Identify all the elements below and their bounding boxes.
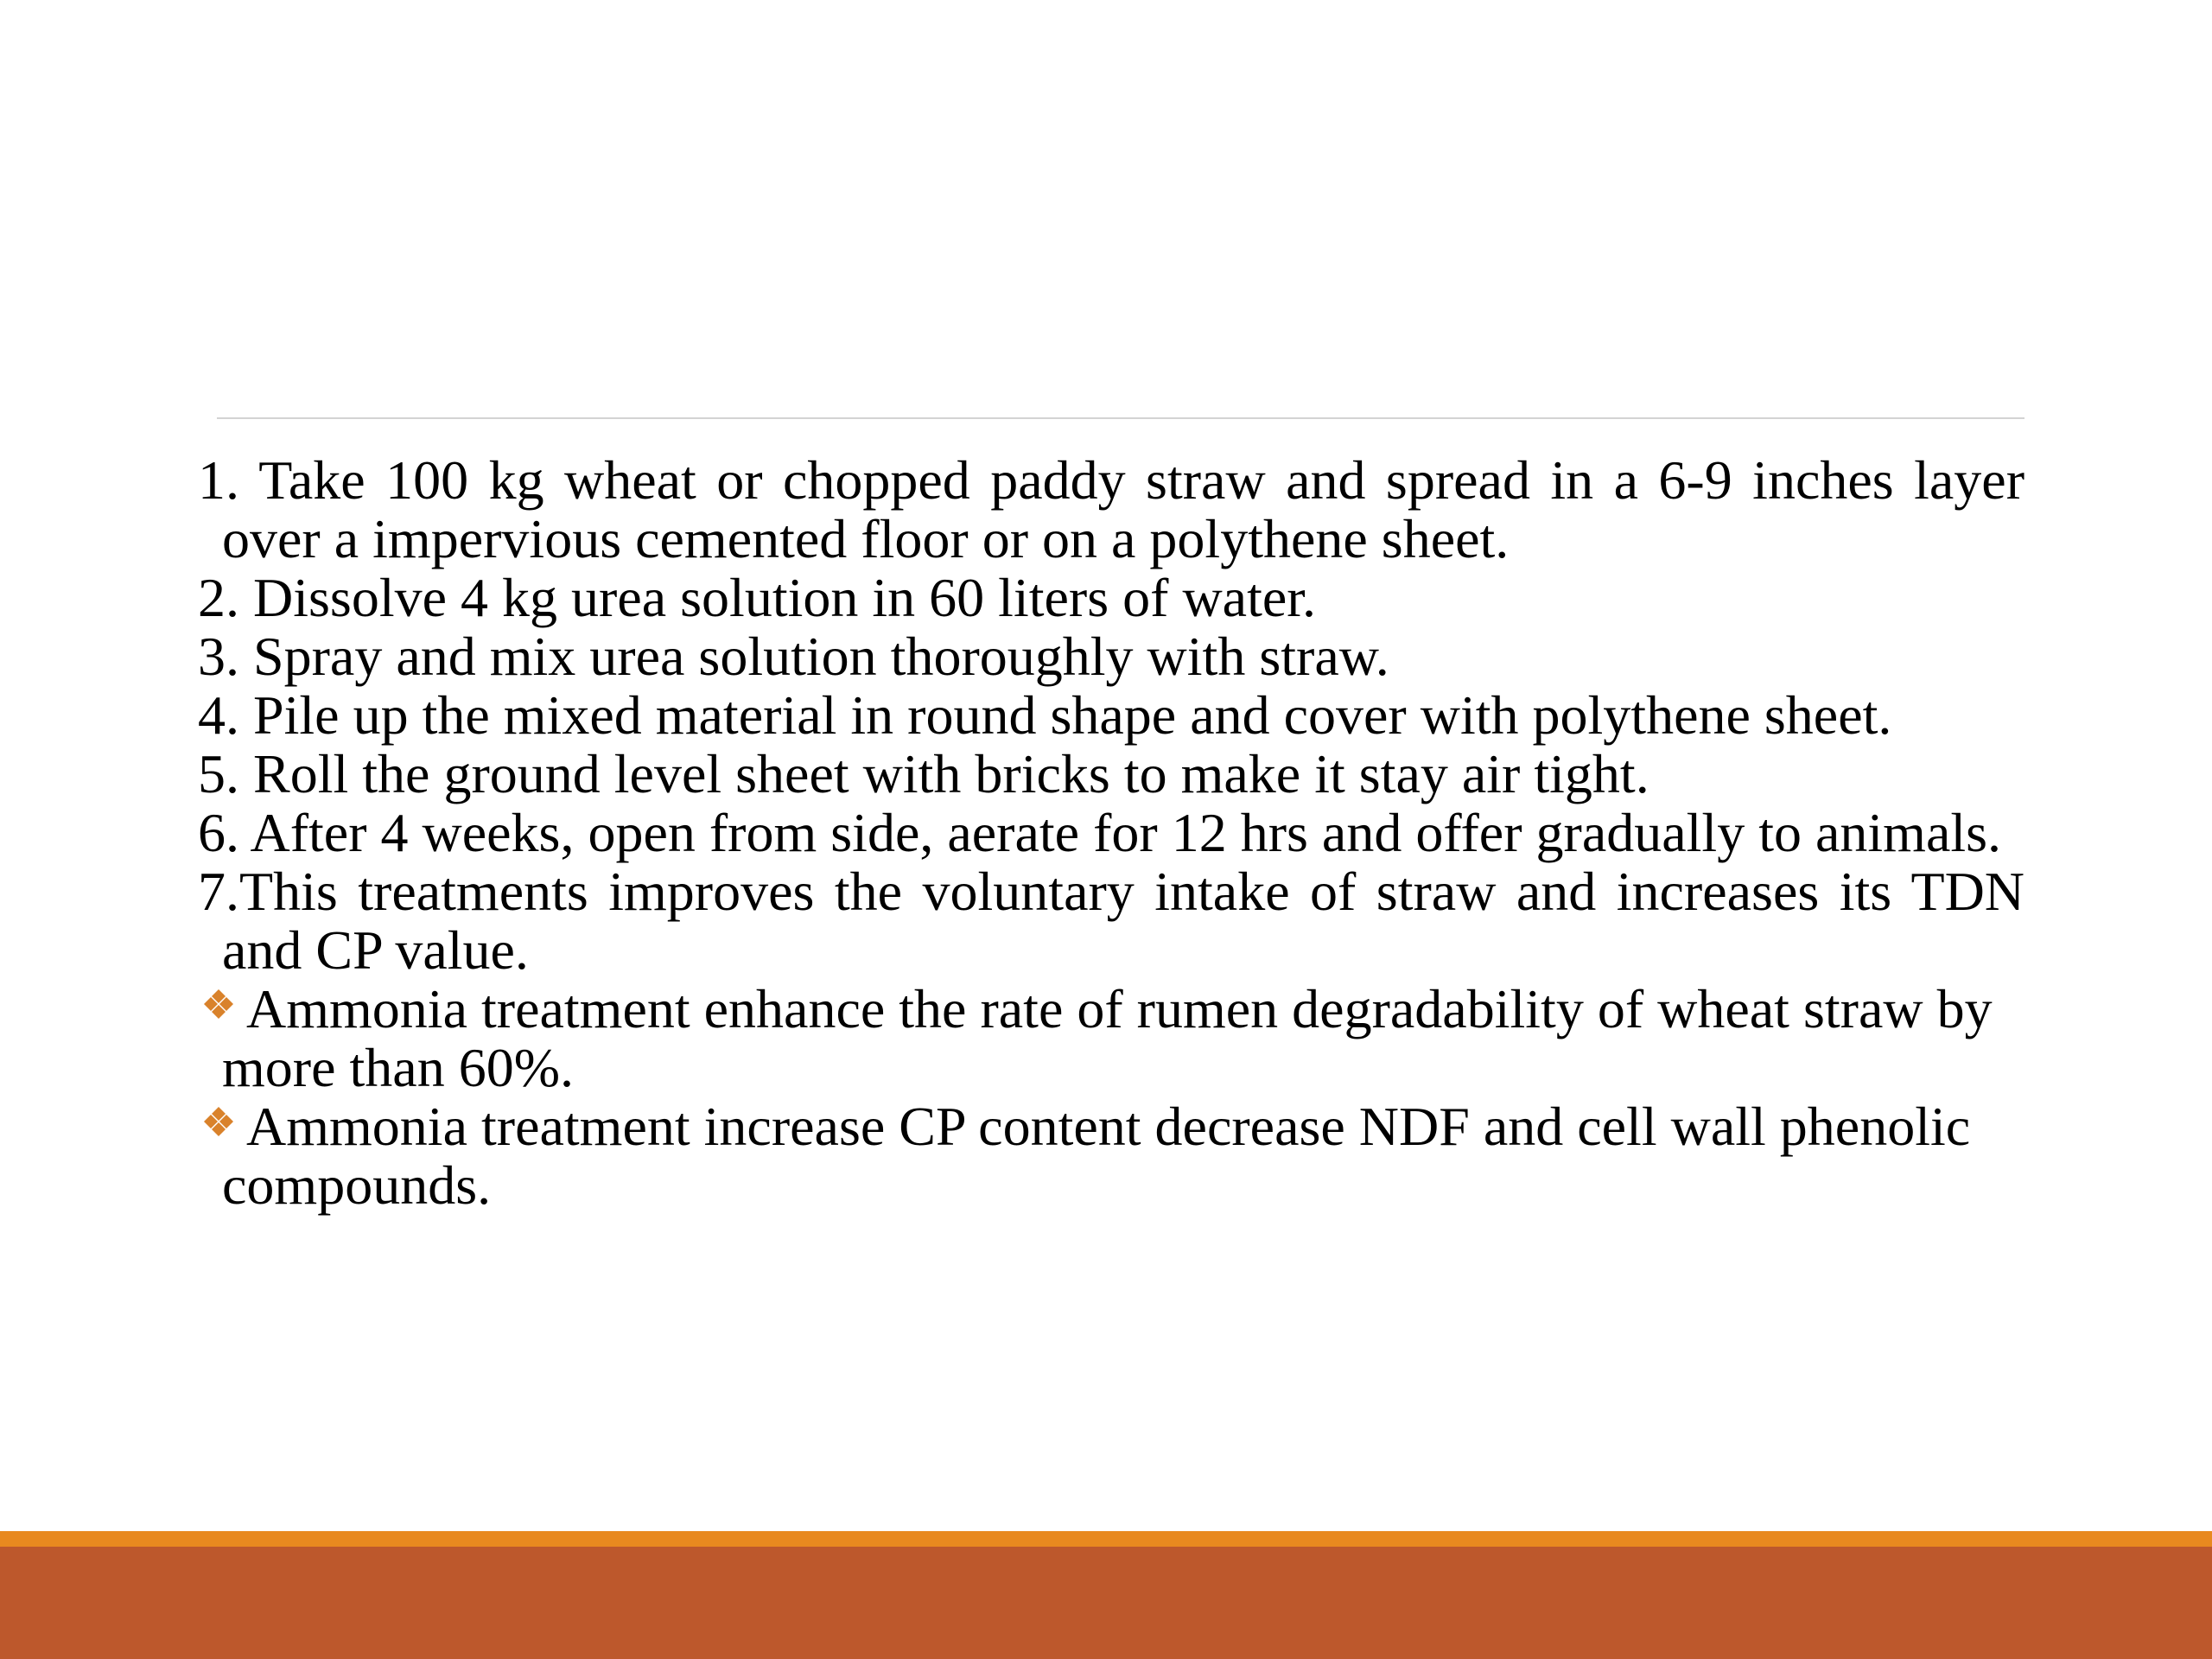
bullet-text-2: Ammonia treatment increase CP content decrease NDF and cell wall phenolic compounds. bbox=[222, 1096, 1971, 1216]
step-item-4: 4. Pile up the mixed material in round shape and cover with polythene sheet. bbox=[198, 684, 1892, 746]
footer-bar bbox=[0, 1547, 2212, 1659]
step-item-6: 6. After 4 weeks, open from side, aerate for 12 hrs and offer gradually to animals. bbox=[198, 802, 2002, 863]
step-item-5: 5. Roll the ground level sheet with bricks to make it stay air tight. bbox=[198, 743, 1649, 804]
step-item-3: 3. Spray and mix urea solution thoroughly with straw. bbox=[198, 626, 1389, 687]
step-item-2: 2. Dissolve 4 kg urea solution in 60 liters of water. bbox=[198, 567, 1317, 628]
footer-accent-stripe bbox=[0, 1531, 2212, 1547]
four-diamond-bullet-icon bbox=[198, 1100, 246, 1148]
bullet-text-1: Ammonia treatment enhance the rate of rumen degradability of wheat straw by more than 60%. bbox=[222, 978, 1993, 1098]
step-item-7: 7.This treatments improves the voluntary intake of straw and increases its TDN and CP value. bbox=[198, 861, 2024, 981]
divider-line bbox=[217, 417, 2024, 419]
four-diamond-bullet-icon bbox=[198, 982, 246, 1031]
slide-body bbox=[198, 451, 2024, 1215]
step-item-1: 1. Take 100 kg wheat or chopped paddy straw and spread in a 6-9 inches layer over a impervious cemented floor or on a polythene sheet. bbox=[198, 449, 2024, 569]
bullet-item-2 bbox=[198, 1097, 2024, 1215]
bullet-item-1 bbox=[198, 980, 2024, 1097]
